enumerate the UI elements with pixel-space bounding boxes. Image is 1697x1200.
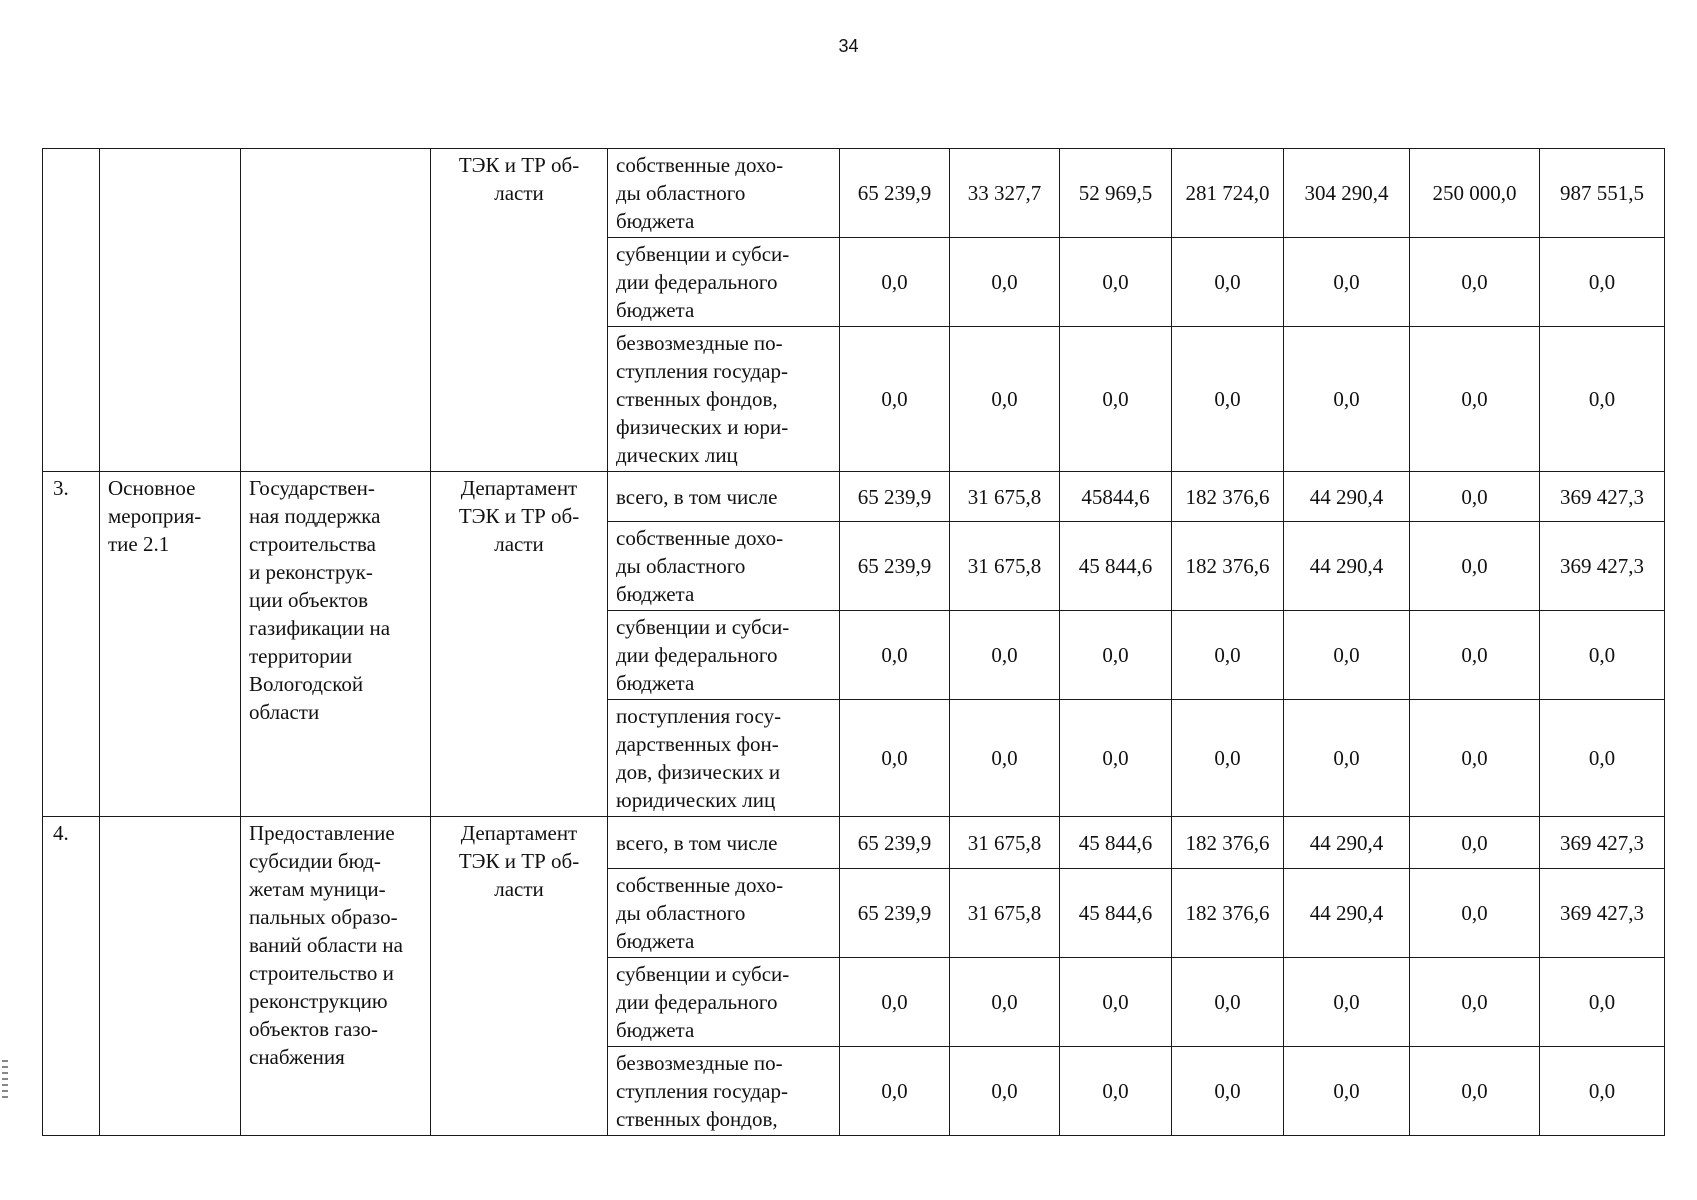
amount-cell: 44 290,4 [1284, 817, 1410, 869]
funding-source-cell: собственные дохо- ды областного бюджета [608, 149, 840, 238]
amount-cell: 45 844,6 [1060, 817, 1172, 869]
amount-cell: 0,0 [950, 238, 1060, 327]
amount-cell: 369 427,3 [1540, 817, 1665, 869]
row-number-cell [43, 149, 100, 472]
amount-cell: 182 376,6 [1172, 522, 1284, 611]
amount-cell: 182 376,6 [1172, 817, 1284, 869]
executor-cell: ТЭК и ТР об- ласти [431, 149, 608, 472]
table-row [43, 472, 1665, 522]
amount-cell: 31 675,8 [950, 522, 1060, 611]
amount-cell: 369 427,3 [1540, 472, 1665, 522]
amount-cell: 0,0 [1284, 238, 1410, 327]
amount-cell: 0,0 [950, 327, 1060, 472]
amount-cell: 0,0 [1284, 700, 1410, 817]
funding-source-cell: субвенции и субси- дии федерального бюджета [608, 238, 840, 327]
amount-cell: 0,0 [1540, 700, 1665, 817]
amount-cell: 44 290,4 [1284, 522, 1410, 611]
amount-cell: 0,0 [840, 958, 950, 1047]
funding-source-cell: субвенции и субси- дии федерального бюджета [608, 611, 840, 700]
amount-cell: 0,0 [1540, 611, 1665, 700]
amount-cell: 33 327,7 [950, 149, 1060, 238]
funding-source-cell: собственные дохо- ды областного бюджета [608, 869, 840, 958]
amount-cell: 0,0 [1060, 1047, 1172, 1136]
amount-cell: 0,0 [1060, 238, 1172, 327]
amount-cell: 0,0 [1410, 817, 1540, 869]
scan-margin-mark [2, 1060, 8, 1100]
amount-cell: 0,0 [1410, 958, 1540, 1047]
funding-source-cell: безвозмездные по- ступления государ- ственных фондов, физических и юри- дических лиц [608, 327, 840, 472]
funding-source-cell: субвенции и субси- дии федерального бюджета [608, 958, 840, 1047]
amount-cell: 0,0 [1540, 958, 1665, 1047]
funding-source-cell: безвозмездные по- ступления государ- ственных фондов, [608, 1047, 840, 1136]
event-cell: Основное мероприя- тие 2.1 [100, 472, 241, 817]
measure-name-cell: Предоставление субсидии бюд- жетам муници- пальных образо- ваний области на строительство и реконструкцию объектов газо- снабжения [241, 817, 431, 1136]
amount-cell: 0,0 [1410, 869, 1540, 958]
table-row [43, 149, 1665, 238]
amount-cell: 0,0 [1410, 700, 1540, 817]
amount-cell: 0,0 [1172, 958, 1284, 1047]
table-body [43, 149, 1665, 1136]
event-cell [100, 817, 241, 1136]
amount-cell: 0,0 [1060, 327, 1172, 472]
amount-cell: 0,0 [1284, 611, 1410, 700]
amount-cell: 182 376,6 [1172, 472, 1284, 522]
amount-cell: 0,0 [1410, 472, 1540, 522]
budget-table [42, 148, 1665, 1136]
table-row [43, 817, 1665, 869]
amount-cell: 0,0 [950, 611, 1060, 700]
row-number-cell: 4. [43, 817, 100, 1136]
amount-cell: 0,0 [1540, 327, 1665, 472]
amount-cell: 45844,6 [1060, 472, 1172, 522]
amount-cell: 0,0 [1410, 522, 1540, 611]
amount-cell: 65 239,9 [840, 817, 950, 869]
amount-cell: 65 239,9 [840, 472, 950, 522]
amount-cell: 0,0 [1540, 238, 1665, 327]
amount-cell: 65 239,9 [840, 149, 950, 238]
amount-cell: 281 724,0 [1172, 149, 1284, 238]
amount-cell: 0,0 [1060, 958, 1172, 1047]
amount-cell: 0,0 [1410, 327, 1540, 472]
amount-cell: 0,0 [840, 611, 950, 700]
amount-cell: 0,0 [1540, 1047, 1665, 1136]
amount-cell: 0,0 [1410, 238, 1540, 327]
amount-cell: 987 551,5 [1540, 149, 1665, 238]
funding-source-cell: всего, в том числе [608, 817, 840, 869]
amount-cell: 0,0 [840, 238, 950, 327]
amount-cell: 0,0 [1284, 958, 1410, 1047]
amount-cell: 0,0 [950, 700, 1060, 817]
page-number: 34 [838, 36, 859, 56]
amount-cell: 45 844,6 [1060, 869, 1172, 958]
amount-cell: 0,0 [1172, 1047, 1284, 1136]
amount-cell: 0,0 [1410, 1047, 1540, 1136]
amount-cell: 65 239,9 [840, 869, 950, 958]
funding-source-cell: всего, в том числе [608, 472, 840, 522]
amount-cell: 31 675,8 [950, 869, 1060, 958]
amount-cell: 0,0 [950, 958, 1060, 1047]
amount-cell: 250 000,0 [1410, 149, 1540, 238]
amount-cell: 0,0 [1172, 238, 1284, 327]
amount-cell: 0,0 [1172, 327, 1284, 472]
amount-cell: 0,0 [1172, 611, 1284, 700]
amount-cell: 45 844,6 [1060, 522, 1172, 611]
amount-cell: 44 290,4 [1284, 869, 1410, 958]
row-number-cell: 3. [43, 472, 100, 817]
amount-cell: 0,0 [840, 700, 950, 817]
amount-cell: 0,0 [1284, 327, 1410, 472]
amount-cell: 304 290,4 [1284, 149, 1410, 238]
measure-name-cell [241, 149, 431, 472]
amount-cell: 0,0 [950, 1047, 1060, 1136]
executor-cell: Департамент ТЭК и ТР об- ласти [431, 472, 608, 817]
amount-cell: 0,0 [1284, 1047, 1410, 1136]
amount-cell: 0,0 [1410, 611, 1540, 700]
amount-cell: 31 675,8 [950, 472, 1060, 522]
amount-cell: 369 427,3 [1540, 522, 1665, 611]
amount-cell: 369 427,3 [1540, 869, 1665, 958]
amount-cell: 0,0 [1060, 700, 1172, 817]
amount-cell: 31 675,8 [950, 817, 1060, 869]
amount-cell: 52 969,5 [1060, 149, 1172, 238]
amount-cell: 0,0 [1172, 700, 1284, 817]
funding-source-cell: собственные дохо- ды областного бюджета [608, 522, 840, 611]
measure-name-cell: Государствен- ная поддержка строительства и реконструк- ции объектов газификации на территории Вологодской области [241, 472, 431, 817]
executor-cell: Департамент ТЭК и ТР об- ласти [431, 817, 608, 1136]
amount-cell: 0,0 [840, 1047, 950, 1136]
event-cell [100, 149, 241, 472]
funding-source-cell: поступления госу- дарственных фон- дов, физических и юридических лиц [608, 700, 840, 817]
amount-cell: 182 376,6 [1172, 869, 1284, 958]
amount-cell: 44 290,4 [1284, 472, 1410, 522]
amount-cell: 65 239,9 [840, 522, 950, 611]
amount-cell: 0,0 [1060, 611, 1172, 700]
amount-cell: 0,0 [840, 327, 950, 472]
